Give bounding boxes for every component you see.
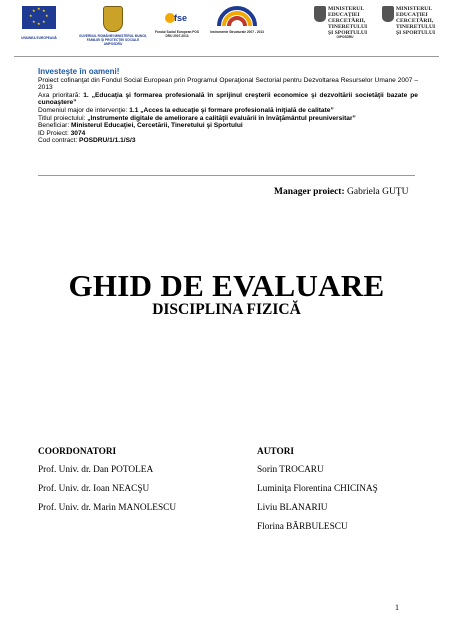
contract-value: POSDRU/1/1.1/S/3 [79, 137, 136, 145]
ministry-logo-2 [382, 6, 444, 36]
fse-emblem-icon [161, 6, 193, 28]
ministry-line: EDUCAŢIEI [396, 12, 428, 18]
project-id [38, 130, 418, 138]
axis-value: 1. „Educaţia şi formarea profesională în sprijinul creşterii economice şi dezvoltării societăţii bazate pe cunoaştere” [38, 91, 418, 107]
id-label: ID Proiect: [38, 129, 71, 137]
project-manager [274, 187, 408, 197]
coordinator-name: Prof. Univ. dr. Ioan NEACŞU [38, 484, 150, 494]
ministry-line: CERCETĂRII, [328, 18, 366, 24]
axis-label: Axa prioritară: [38, 91, 84, 99]
contract-label: Cod contract: [38, 137, 80, 145]
project-info [38, 68, 418, 145]
header-divider [14, 56, 439, 57]
ministry-line: ŞI SPORTULUI [396, 30, 436, 36]
logo-strip [14, 6, 443, 46]
ministry-line: ŞI SPORTULUI [328, 30, 368, 36]
ro-gov-caption: GUVERNUL ROMÂNIEI MINISTERUL MUNCII, FAMILIEI ŞI PROTECŢIEI SOCIALE AMPOSDRU [78, 34, 148, 46]
coordinator-name: Prof. Univ. dr. Dan POTOLEA [38, 465, 154, 475]
svg-text:fse: fse [174, 13, 188, 23]
project-domain [38, 107, 418, 115]
coordinator-name: Prof. Univ. dr. Marin MANOLESCU [38, 503, 177, 513]
id-value: 3074 [70, 129, 86, 137]
domain-label: Domeniul major de intervenţie: [38, 106, 130, 114]
author-name: Sorin TROCARU [257, 465, 324, 475]
project-divider [38, 175, 415, 176]
coat-of-arms-icon [103, 6, 123, 32]
eu-caption: UNIUNEA EUROPEANĂ [21, 36, 57, 40]
project-axis [38, 92, 418, 107]
project-beneficiary [38, 122, 418, 130]
fse-caption: Fondul Social European POS DRU 2007-2013 [154, 30, 200, 38]
ministry-logo-1 [314, 6, 376, 40]
ministry-line: MINISTERUL [396, 6, 433, 12]
ministry-line: MINISTERUL [328, 6, 365, 12]
document-subtitle: DISCIPLINA FIZICĂ [152, 301, 301, 318]
manager-label: Manager proiect: [274, 187, 345, 197]
document-title: GHID DE EVALUARE [68, 268, 385, 303]
authors-heading: AUTORI [257, 447, 295, 457]
author-name: Luminiţa Florentina CHICINAŞ [257, 484, 378, 494]
ministry-line: EDUCAŢIEI [328, 12, 360, 18]
ministry-line: TINERETULUI [328, 24, 368, 30]
title-label: Titlul proiectului: [38, 114, 88, 122]
fse-logo [154, 6, 200, 39]
authors-column [257, 447, 378, 541]
coordinators-column [38, 447, 176, 522]
eu-flag-icon: ★ ★ ★ ★ ★ ★ ★ ★ [22, 6, 56, 29]
ministry-emblem-icon [382, 6, 394, 22]
project-heading: Investeşte în oameni! [38, 67, 120, 76]
author-name: Florina BĂRBULESCU [257, 522, 348, 532]
project-contract [38, 137, 418, 145]
domain-value: 1.1 „Acces la educaţie şi formare profesională iniţială de calitate” [129, 106, 334, 114]
page-number: 1 [395, 603, 399, 612]
beneficiary-label: Beneficiar: [38, 122, 71, 130]
structural-instruments-icon [215, 6, 259, 28]
beneficiary-value: Ministerul Educaţiei, Cercetării, Tineretului şi Sportului [71, 122, 243, 130]
ministry-line: TINERETULUI [396, 24, 436, 30]
oiposdru-caption: OIPOSDRU [336, 35, 354, 39]
project-funding: Proiect cofinanţat din Fondul Social European prin Programul Operaţional Sectorial pentru Dezvoltarea Resurselor Umane 2007 – 2013 [38, 76, 418, 92]
coordinators-heading: COORDONATORI [38, 447, 117, 457]
ro-gov-logo [78, 6, 148, 46]
instr-caption: Instrumente Structurale 2007 - 2013 [210, 30, 264, 34]
ministry-line: CERCETĂRII, [396, 18, 434, 24]
author-name: Liviu BLANARIU [257, 503, 328, 513]
manager-name: Gabriela GUŢU [347, 187, 409, 197]
title-value: „Instrumente digitale de ameliorare a calităţii evaluării în învăţământul preuniversitar” [87, 114, 356, 122]
ministry-emblem-icon [314, 6, 326, 22]
instr-logo [208, 6, 266, 35]
eu-logo [14, 6, 64, 41]
project-title [38, 115, 418, 123]
